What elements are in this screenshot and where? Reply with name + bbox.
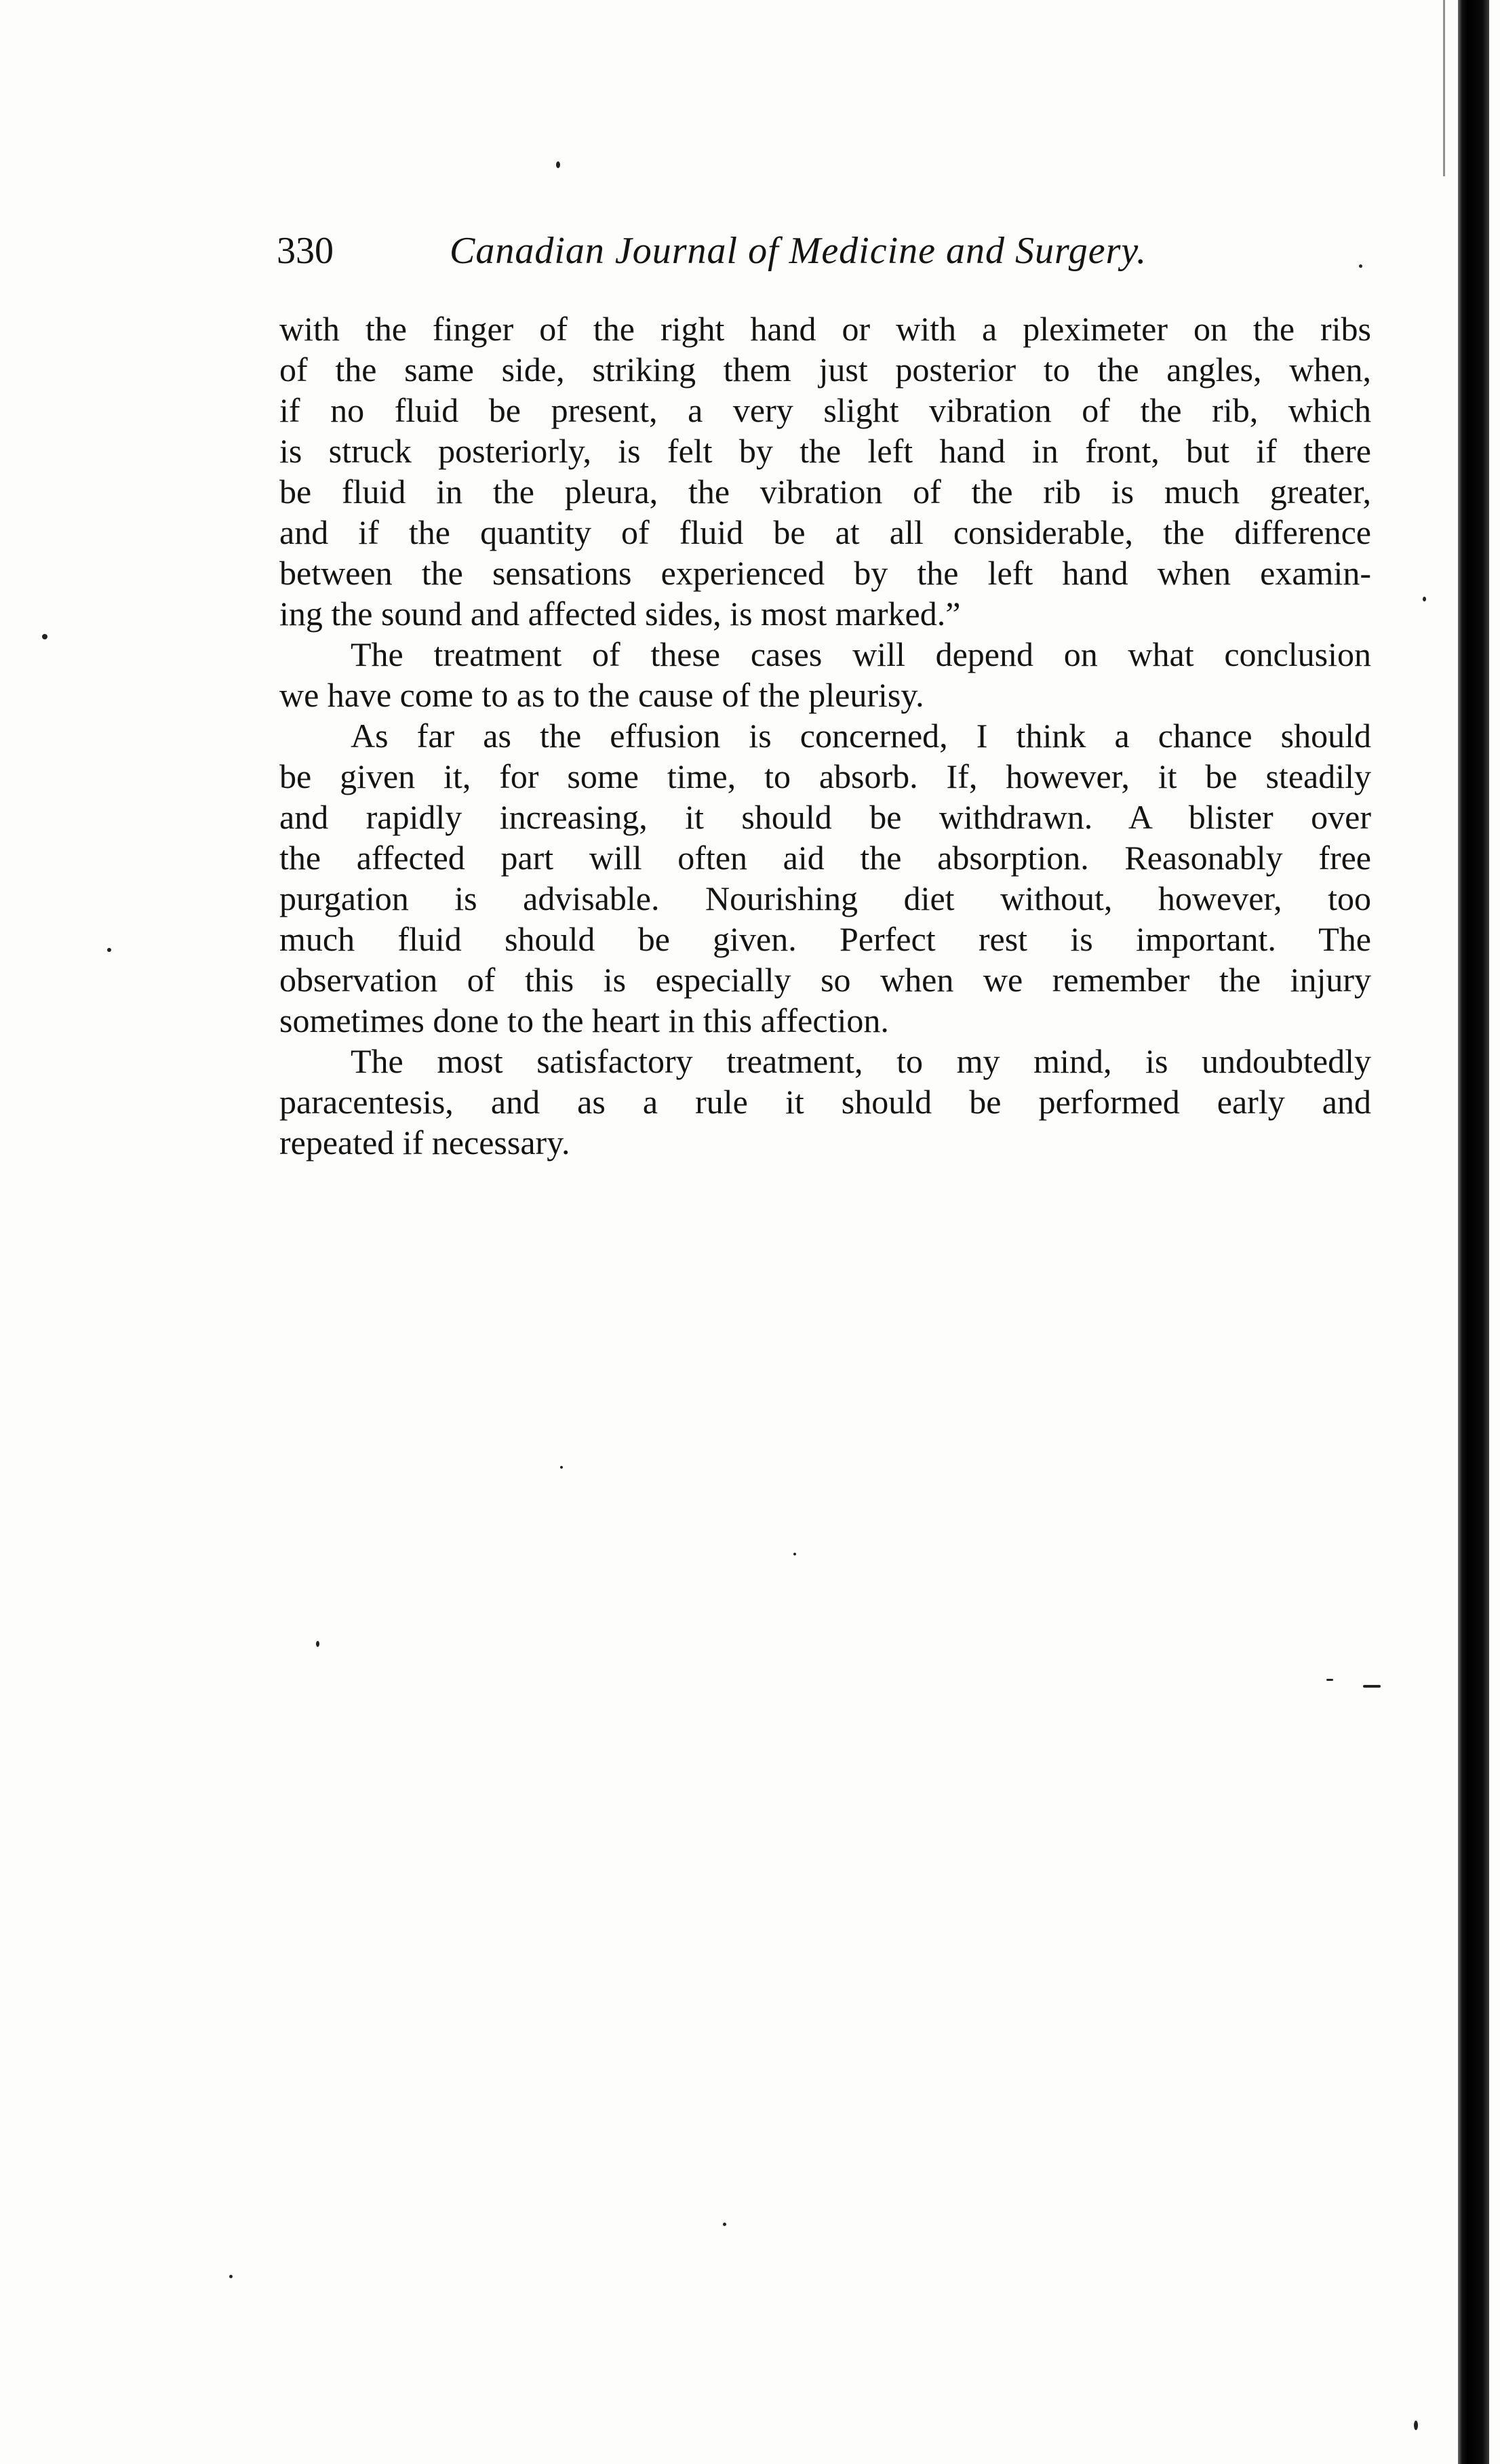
- text-line: repeated if necessary.: [279, 1124, 570, 1161]
- text-line: ing the sound and affected sides, is most marked.”: [279, 595, 961, 633]
- running-title: Canadian Journal of Medicine and Surgery.: [450, 230, 1147, 272]
- body-text: [279, 309, 1371, 1163]
- text-line: much fluid should be given. Perfect rest is important. The: [279, 920, 1371, 958]
- running-header: [277, 224, 1375, 278]
- paragraph: [279, 309, 1371, 634]
- text-line: if no fluid be present, a very slight vibration of the rib, which: [279, 391, 1371, 429]
- scan-speck: [42, 634, 47, 639]
- scan-speck: [1359, 264, 1362, 268]
- binding-edge: [1458, 0, 1489, 2464]
- text-line: purgation is advisable. Nourishing diet without, however, too: [279, 879, 1371, 917]
- text-line: observation of this is especially so when we remember the injury: [279, 961, 1371, 999]
- scan-speck: [1423, 597, 1426, 601]
- text-line: The most satisfactory treatment, to my mind, is undoubtedly: [351, 1042, 1371, 1080]
- scan-speck: [556, 161, 560, 168]
- scan-speck: [229, 2275, 233, 2278]
- scan-speck: [560, 1466, 563, 1469]
- page-edge-shadow: [1443, 0, 1445, 176]
- text-line: and if the quantity of fluid be at all considerable, the difference: [279, 513, 1371, 551]
- text-line: be fluid in the pleura, the vibration of the rib is much greater,: [279, 473, 1371, 511]
- scan-speck: [723, 2223, 726, 2226]
- scan-speck: [316, 1641, 319, 1647]
- text-line: between the sensations experienced by the left hand when examin-: [279, 554, 1371, 592]
- scan-speck: [1414, 2421, 1418, 2430]
- paragraph: [279, 634, 1371, 715]
- scan-speck: [1363, 1685, 1381, 1688]
- text-line: paracentesis, and as a rule it should be performed early and: [279, 1083, 1371, 1121]
- paragraph: [279, 715, 1371, 1041]
- text-line: The treatment of these cases will depend on what conclusion: [351, 635, 1371, 673]
- text-line: be given it, for some time, to absorb. If, however, it be steadily: [279, 757, 1371, 795]
- text-line: the affected part will often aid the absorption. Reasonably free: [279, 839, 1371, 877]
- text-line: of the same side, striking them just posterior to the angles, when,: [279, 351, 1371, 389]
- text-line: is struck posteriorly, is felt by the left hand in front, but if there: [279, 432, 1371, 470]
- text-line: As far as the effusion is concerned, I think a chance should: [351, 717, 1371, 755]
- scan-speck: [107, 948, 111, 952]
- text-line: we have come to as to the cause of the pleurisy.: [279, 676, 924, 714]
- text-line: with the finger of the right hand or with a pleximeter on the ribs: [279, 310, 1371, 348]
- scan-speck: [1326, 1679, 1333, 1681]
- page-number: 330: [277, 230, 334, 272]
- scan-speck: [793, 1553, 796, 1555]
- text-line: and rapidly increasing, it should be withdrawn. A blister over: [279, 798, 1371, 836]
- paragraph: [279, 1041, 1371, 1163]
- text-line: sometimes done to the heart in this affection.: [279, 1001, 889, 1039]
